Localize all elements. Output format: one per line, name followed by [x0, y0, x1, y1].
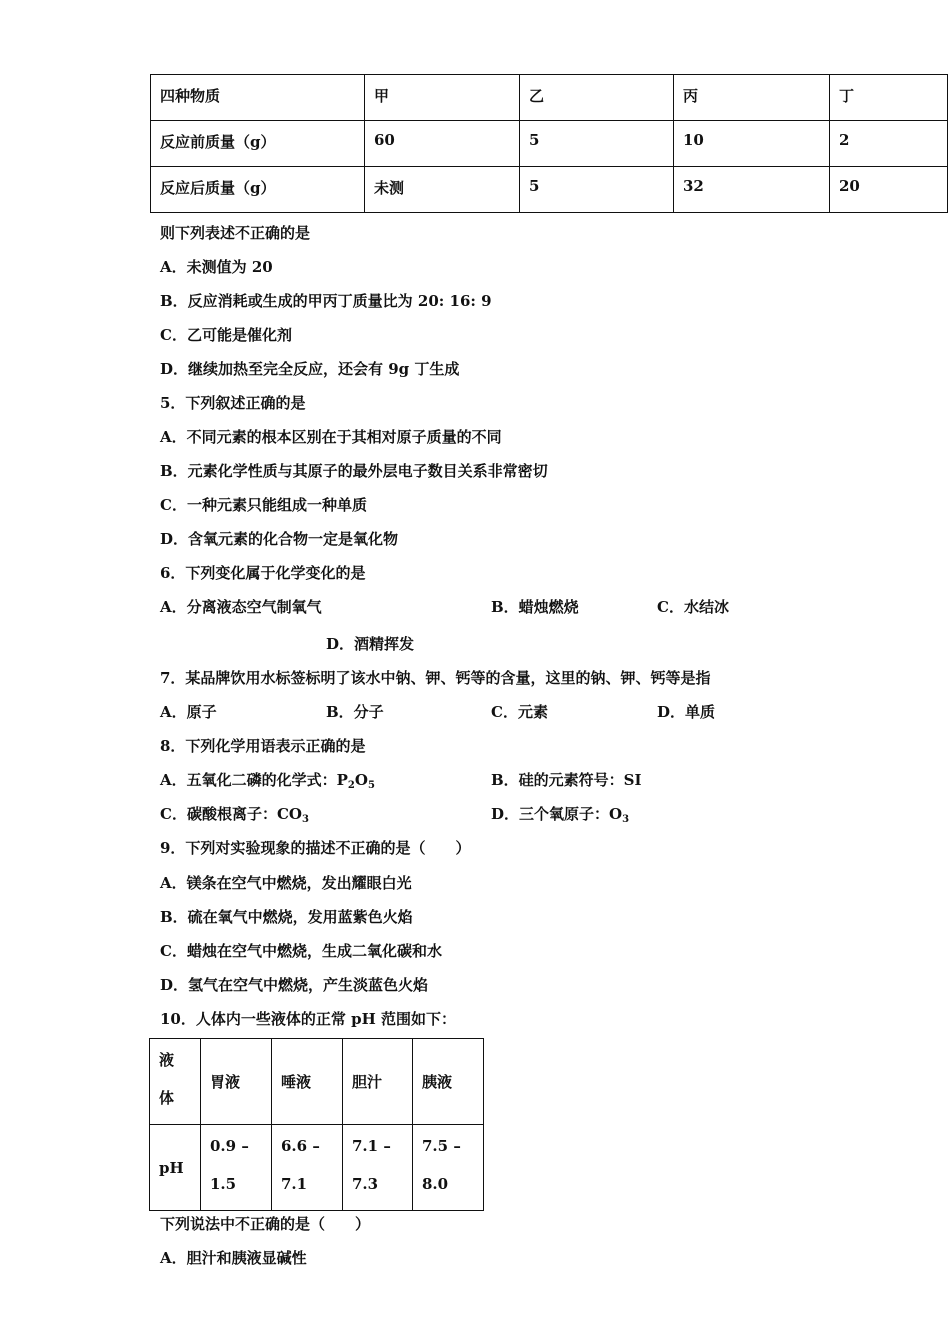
range-start: 7.5 –	[422, 1137, 461, 1155]
option-b: B．蜡烛燃烧	[491, 598, 579, 616]
table-cell: 20	[830, 167, 948, 213]
option-c: C．一种元素只能组成一种单质	[160, 496, 367, 514]
table-row	[151, 167, 948, 213]
option-c: C．乙可能是催化剂	[160, 326, 292, 344]
table-header-cell: 胆汁	[343, 1039, 413, 1125]
range-end: 7.3	[352, 1175, 379, 1193]
option-d: D．酒精挥发	[326, 635, 415, 653]
table-header-cell: 胰液	[413, 1039, 484, 1125]
table-cell: 5	[520, 121, 674, 167]
range-start: 0.9 –	[210, 1137, 249, 1155]
table-cell: 60	[365, 121, 520, 167]
option-a: A．分离液态空气制氧气	[160, 598, 322, 616]
question-stem: 5．下列叙述正确的是	[160, 394, 306, 412]
question-stem: 10．人体内一些液体的正常 pH 范围如下：	[160, 1010, 456, 1028]
option-a: A．五氧化二磷的化学式：$P_2O_5$	[160, 771, 375, 791]
option-a: A．原子	[160, 703, 217, 721]
table-header-cell: 甲	[365, 75, 520, 121]
table-cell	[413, 1125, 484, 1211]
option-a: A．镁条在空气中燃烧，发出耀眼白光	[160, 874, 412, 892]
table-header-cell: 唾液	[272, 1039, 343, 1125]
table-cell	[201, 1125, 272, 1211]
table-header-cell: 胃液	[201, 1039, 272, 1125]
table-cell	[272, 1125, 343, 1211]
question-stem: 7．某品牌饮用水标签标明了该水中钠、钾、钙等的含量，这里的钠、钾、钙等是指	[160, 669, 711, 687]
option-b: B．元素化学性质与其原子的最外层电子数目关系非常密切	[160, 462, 548, 480]
table-header-text: 液	[159, 1051, 175, 1069]
table-header-cell: 四种物质	[151, 75, 365, 121]
table-header-cell: 乙	[520, 75, 674, 121]
table-header-text: 体	[159, 1089, 175, 1107]
table-cell: 32	[674, 167, 830, 213]
option-d: D．三个氧原子：$O_3$	[491, 805, 630, 825]
question-stem: 9．下列对实验现象的描述不正确的是（ ）	[160, 839, 471, 857]
option-b: B．分子	[326, 703, 384, 721]
table-cell: 反应后质量（g）	[151, 167, 365, 213]
table-cell: 10	[674, 121, 830, 167]
ph-table	[149, 1038, 484, 1211]
table-cell: 2	[830, 121, 948, 167]
option-b: B．硅的元素符号：SI	[491, 771, 642, 789]
range-start: 6.6 –	[281, 1137, 320, 1155]
option-d: D．含氧元素的化合物一定是氧化物	[160, 530, 399, 548]
option-b: B．反应消耗或生成的甲丙丁质量比为 20: 16: 9	[160, 292, 492, 310]
table-row	[151, 121, 948, 167]
option-d: D．单质	[657, 703, 716, 721]
table-cell: 5	[520, 167, 674, 213]
table-cell: 未测	[365, 167, 520, 213]
range-end: 1.5	[210, 1175, 237, 1193]
table-row	[150, 1125, 484, 1211]
question-stem: 6．下列变化属于化学变化的是	[160, 564, 366, 582]
table-header-cell: 丁	[830, 75, 948, 121]
table-header-cell	[150, 1039, 201, 1125]
table-header-cell: 丙	[674, 75, 830, 121]
mass-table	[150, 74, 948, 213]
table-cell: 反应前质量（g）	[151, 121, 365, 167]
option-c: C．水结冰	[657, 598, 729, 616]
range-end: 8.0	[422, 1175, 449, 1193]
option-d: D．氢气在空气中燃烧，产生淡蓝色火焰	[160, 976, 429, 994]
range-end: 7.1	[281, 1175, 308, 1193]
option-b: B．硫在氧气中燃烧，发用蓝紫色火焰	[160, 908, 413, 926]
option-d: D．继续加热至完全反应，还会有 9g 丁生成	[160, 360, 460, 378]
table-header-cell: pH	[150, 1125, 201, 1211]
option-c: C．元素	[491, 703, 548, 721]
option-c: C．蜡烛在空气中燃烧，生成二氧化碳和水	[160, 942, 442, 960]
range-start: 7.1 –	[352, 1137, 391, 1155]
option-a: A．未测值为 20	[160, 258, 273, 276]
option-a: A．胆汁和胰液显碱性	[160, 1249, 307, 1267]
table-row	[150, 1039, 484, 1125]
option-c: C．碳酸根离子：$CO_3$	[160, 805, 309, 825]
question-stem: 下列说法中不正确的是（ ）	[160, 1215, 371, 1233]
table-row	[151, 75, 948, 121]
question-stem: 8．下列化学用语表示正确的是	[160, 737, 366, 755]
table-cell	[343, 1125, 413, 1211]
question-stem: 则下列表述不正确的是	[160, 224, 311, 242]
option-a: A．不同元素的根本区别在于其相对原子质量的不同	[160, 428, 502, 446]
